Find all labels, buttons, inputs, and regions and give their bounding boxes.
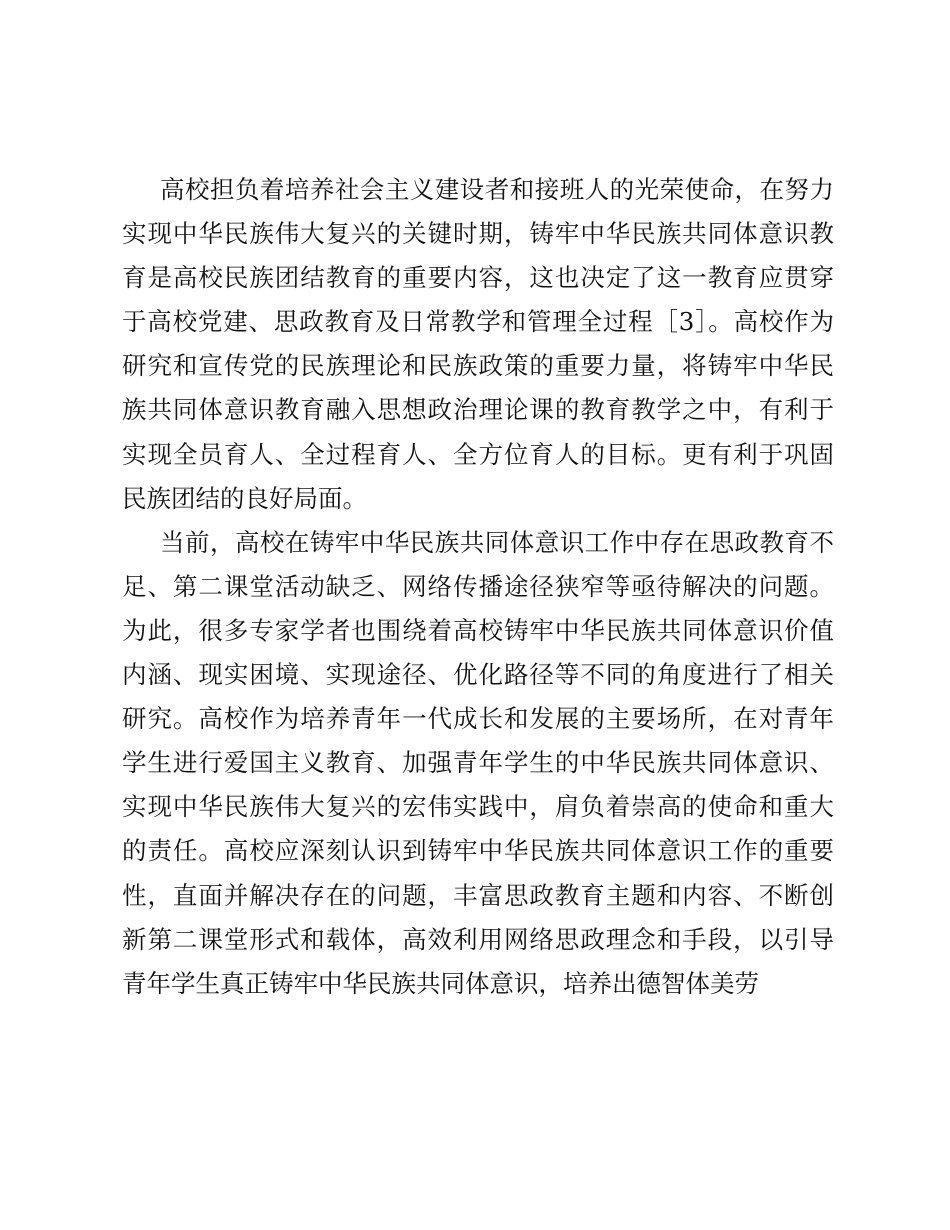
paragraph-line: 新第二课堂形式和载体，高效利用网络思政理念和手段，以引导 [122,924,834,954]
paragraph-line: 性，直面并解决存在的问题，丰富思政教育主题和内容、不断创 [122,880,834,910]
paragraph-line: 的责任。高校应深刻认识到铸牢中华民族共同体意识工作的重要 [122,836,834,866]
paragraph-line: 研究。高校作为培养青年一代成长和发展的主要场所，在对青年 [122,704,834,734]
paragraph-1 [122,168,834,521]
paragraph-line: 为此，很多专家学者也围绕着高校铸牢中华民族共同体意识价值 [122,615,834,645]
paragraph-line: 实现全员育人、全过程育人、全方位育人的目标。更有利于巩固 [122,439,834,469]
paragraph-line: 实现中华民族伟大复兴的宏伟实践中，肩负着崇高的使命和重大 [122,792,834,822]
paragraph-line: 实现中华民族伟大复兴的关键时期，铸牢中华民族共同体意识教 [122,219,834,249]
paragraph-line: 民族团结的良好局面。 [122,483,367,513]
paragraph-line: 族共同体意识教育融入思想政治理论课的教育教学之中，有利于 [122,395,834,425]
paragraph-line: 青年学生真正铸牢中华民族共同体意识，培养出德智体美劳 [122,968,759,998]
paragraph-line: 高校担负着培养社会主义建设者和接班人的光荣使命，在努力 [160,175,834,204]
document-body [122,168,834,1006]
paragraph-2 [122,521,834,1006]
paragraph-line: 育是高校民族团结教育的重要内容，这也决定了这一教育应贯穿 [122,263,834,293]
paragraph-line: 学生进行爱国主义教育、加强青年学生的中华民族共同体意识、 [122,748,834,778]
paragraph-line: 当前，高校在铸牢中华民族共同体意识工作中存在思政教育不 [160,527,834,557]
paragraph-line: 于高校党建、思政教育及日常教学和管理全过程［3］。高校作为 [122,307,834,337]
paragraph-line: 内涵、现实困境、实现途径、优化路径等不同的角度进行了相关 [122,660,834,690]
paragraph-line: 足、第二课堂活动缺乏、网络传播途径狭窄等亟待解决的问题。 [122,571,834,601]
paragraph-line: 研究和宣传党的民族理论和民族政策的重要力量，将铸牢中华民 [122,351,834,381]
